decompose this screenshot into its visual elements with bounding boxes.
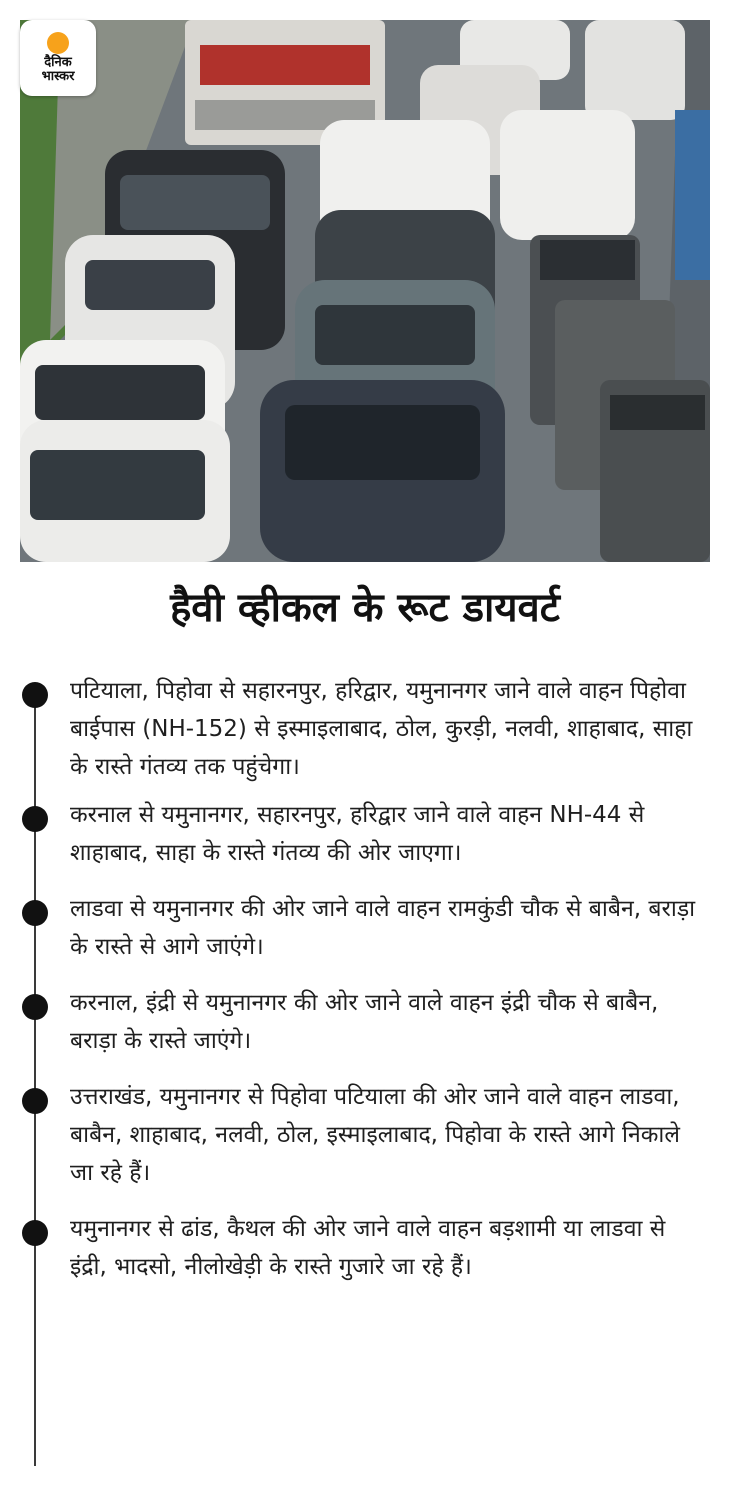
list-item-text: यमुनानगर से ढांड, कैथल की ओर जाने वाले वाहन बड़शामी या लाडवा से इंद्री, भादसो, नीलोखेड़ी के रास्ते गुजारे जा रहे हैं। bbox=[70, 1216, 666, 1280]
bullet-dot bbox=[22, 682, 48, 708]
bullet-dot bbox=[22, 994, 48, 1020]
headline: हैवी व्हीकल के रूट डायवर्ट bbox=[170, 585, 560, 631]
bullet-dot bbox=[22, 1088, 48, 1114]
logo-text-line1: दैनिक bbox=[44, 55, 72, 70]
traffic-photo bbox=[20, 20, 710, 562]
list-item bbox=[20, 796, 710, 872]
list-item bbox=[20, 984, 710, 1060]
list-item-text: उत्तराखंड, यमुनानगर से पिहोवा पटियाला की ओर जाने वाले वाहन लाडवा, बाबैन, शाहाबाद, नलवी, ठोल, इस्माइलाबाद, पिहोवा के रास्ते आगे निकाले जा रहे हैं। bbox=[70, 1084, 680, 1186]
list-item-text: लाडवा से यमुनानगर की ओर जाने वाले वाहन रामकुंडी चौक से बाबैन, बराड़ा के रास्ते से आगे जाएंगे। bbox=[70, 896, 696, 960]
traffic-jam-illustration bbox=[20, 20, 710, 562]
list-item bbox=[20, 1078, 710, 1192]
route-diversion-list bbox=[20, 672, 710, 1286]
bullet-dot bbox=[22, 900, 48, 926]
list-item-text: पटियाला, पिहोवा से सहारनपुर, हरिद्वार, यमुनानगर जाने वाले वाहन पिहोवा बाईपास (NH-152) से इस्माइलाबाद, ठोल, कुरड़ी, नलवी, शाहाबाद, साहा के रास्ते गंतव्य तक पहुंचेगा। bbox=[70, 678, 693, 780]
bullet-dot bbox=[22, 1220, 48, 1246]
sun-icon bbox=[47, 32, 69, 54]
logo-text-line2: भास्कर bbox=[41, 69, 75, 84]
bullet-dot bbox=[22, 806, 48, 832]
list-item-text: करनाल से यमुनानगर, सहारनपुर, हरिद्वार जाने वाले वाहन NH-44 से शाहाबाद, साहा के रास्ते गंतव्य की ओर जाएगा। bbox=[70, 802, 645, 866]
list-item-text: करनाल, इंद्री से यमुनानगर की ओर जाने वाले वाहन इंद्री चौक से बाबैन, बराड़ा के रास्ते जाएंगे। bbox=[70, 990, 659, 1054]
list-item bbox=[20, 1210, 710, 1286]
dainik-bhaskar-logo bbox=[20, 20, 96, 96]
list-item bbox=[20, 672, 710, 786]
list-item bbox=[20, 890, 710, 966]
